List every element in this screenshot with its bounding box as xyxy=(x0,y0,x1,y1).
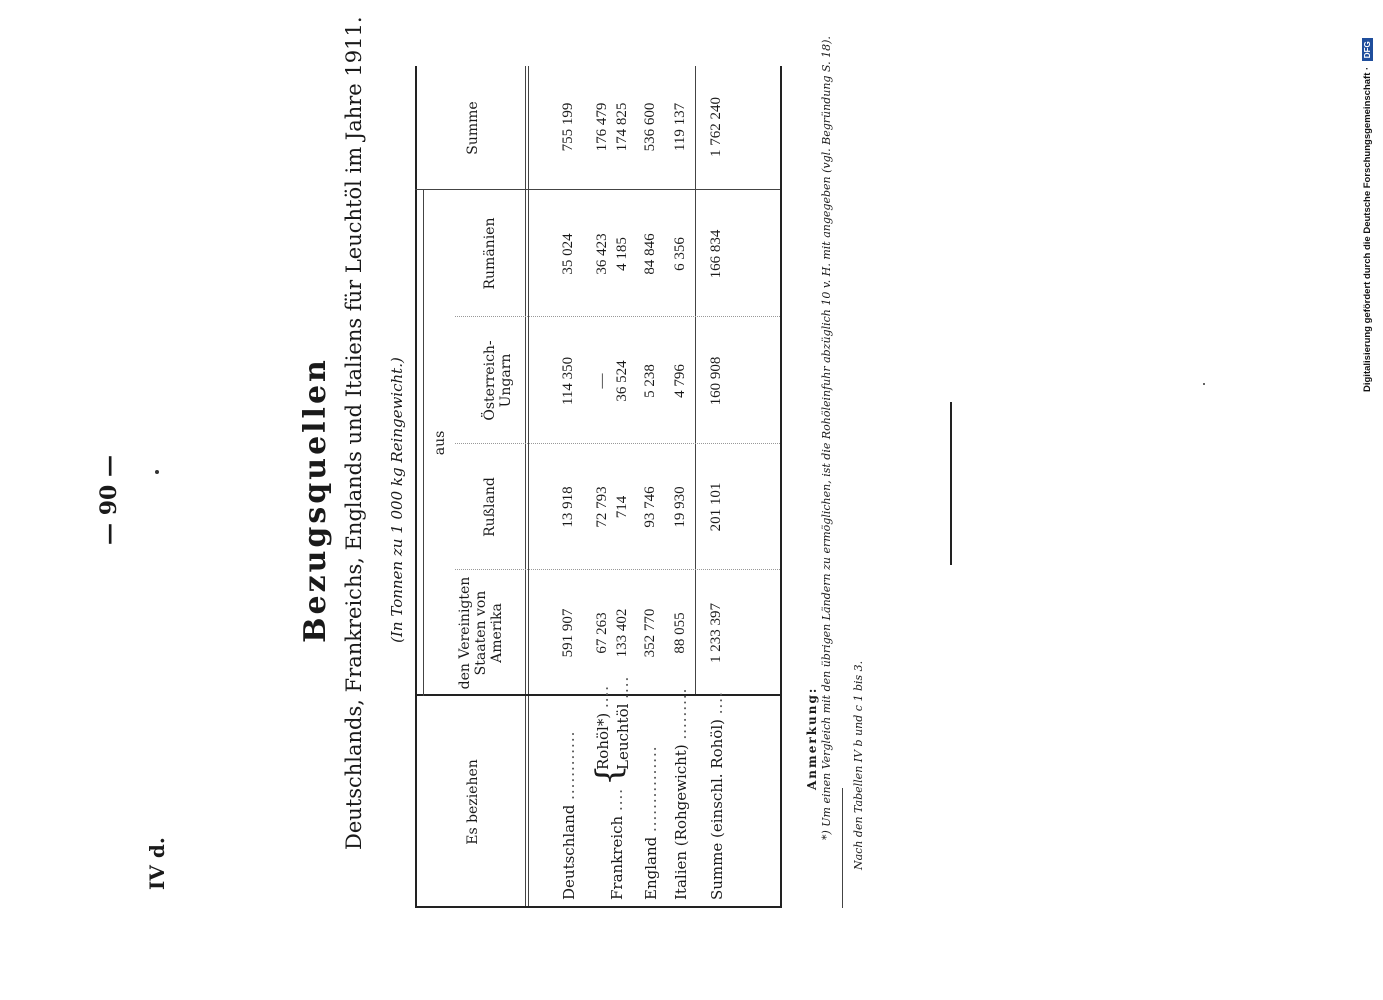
table-sum-rule xyxy=(695,66,696,696)
group-header-rule xyxy=(423,190,424,696)
table-cell: 176 479 xyxy=(594,102,610,152)
row-label-england: England ............... xyxy=(642,745,660,900)
unit-note: (In Tonnen zu 1 000 kg Reingewicht.) xyxy=(388,357,406,643)
dfg-logo: DFG xyxy=(1362,38,1373,61)
table-cell: 36 423 xyxy=(594,233,610,275)
table-cell: 174 825 xyxy=(614,102,630,152)
credit-text: Digitalisierung gefördert durch die Deutsche Forschungsgemeinschaft xyxy=(1362,72,1373,392)
table-cell: 93 746 xyxy=(642,486,658,528)
table-bottom-rule xyxy=(780,66,782,908)
table-cell: 13 918 xyxy=(560,486,576,528)
table-cell: 352 770 xyxy=(642,608,658,658)
table-cell: 201 101 xyxy=(708,482,724,532)
page-number: — 90 — xyxy=(96,455,122,545)
col-separator-1 xyxy=(455,569,780,570)
table-cell: 4 185 xyxy=(614,237,630,271)
row-brace: { xyxy=(589,764,629,786)
notes-title: Anmerkung: xyxy=(805,686,819,790)
table-cell: 591 907 xyxy=(560,608,576,658)
col-separator-2 xyxy=(455,443,780,444)
page-rule xyxy=(950,402,952,565)
table-cell: 72 793 xyxy=(594,486,610,528)
table-cell: 67 263 xyxy=(594,612,610,654)
table-cell: 19 930 xyxy=(672,486,688,528)
print-speck xyxy=(1203,383,1205,385)
col-header-romania: Rumänien xyxy=(482,217,498,290)
row-label-italien: Italien (Rohgewicht) ......... xyxy=(672,687,690,900)
digitization-credit: Digitalisierung gefördert durch die Deutsche Forschungsgemeinschaft · DFG xyxy=(1362,0,1383,1000)
print-speck xyxy=(155,470,159,474)
row-header: Es beziehen xyxy=(465,759,481,845)
col-separator-3 xyxy=(455,316,780,317)
row-label-frankreich: Frankreich .... xyxy=(608,787,626,900)
col-header-sum: Summe xyxy=(465,101,481,155)
table-cell: 35 024 xyxy=(560,233,576,275)
table-cell: 119 137 xyxy=(672,102,688,152)
table-cell: 166 834 xyxy=(708,229,724,279)
source-rule xyxy=(842,788,843,908)
table-header-rule-2 xyxy=(528,66,529,908)
document-subtitle: Deutschlands, Frankreichs, Englands und Italiens für Leuchtöl im Jahre 1911. xyxy=(342,16,366,850)
row-label-summe: Summe (einschl. Rohöl) .... xyxy=(708,691,726,900)
table-cell: 36 524 xyxy=(614,360,630,402)
table-cell: 6 356 xyxy=(672,237,688,271)
table-cell: 88 055 xyxy=(672,612,688,654)
document-title: Bezugsquellen xyxy=(298,357,333,643)
table-top-rule xyxy=(415,66,417,908)
row-label-frankreich-rohoel: Rohöl*) .... xyxy=(594,684,612,770)
group-header: aus xyxy=(432,430,448,456)
table-cell: 160 908 xyxy=(708,356,724,406)
table-cell: — xyxy=(594,373,610,389)
source-text: Nach den Tabellen IV b und c 1 bis 3. xyxy=(852,660,865,870)
table-cell: 714 xyxy=(614,495,630,519)
note-text: *) Um einen Vergleich mit den übrigen Ländern zu ermöglichen, ist die Rohöleinfuhr abzüglich 10 v. H. mit angegeben (vgl. Begründung S. 18). xyxy=(820,36,833,840)
table-cell: 755 199 xyxy=(560,102,576,152)
table-cell: 133 402 xyxy=(614,608,630,658)
table-cell: 1 762 240 xyxy=(708,97,724,157)
row-label-deutschland: Deutschland ............ xyxy=(560,730,578,900)
table-cell: 5 238 xyxy=(642,364,658,398)
col-header-austria-hungary: Österreich-Ungarn xyxy=(482,340,514,421)
table-cell: 114 350 xyxy=(560,356,576,406)
row-label-frankreich-leuchtoel: Leuchtöl .... xyxy=(614,675,632,770)
table-cell: 536 600 xyxy=(642,102,658,152)
table-cell: 4 796 xyxy=(672,364,688,398)
col-header-usa: den Vereinigten Staaten von Amerika xyxy=(457,576,505,690)
col-header-russia: Rußland xyxy=(482,477,498,537)
section-label: IV d. xyxy=(145,837,169,890)
table-cell: 84 846 xyxy=(642,233,658,275)
table-header-rule xyxy=(525,66,526,908)
table-cell: 1 233 397 xyxy=(708,603,724,663)
